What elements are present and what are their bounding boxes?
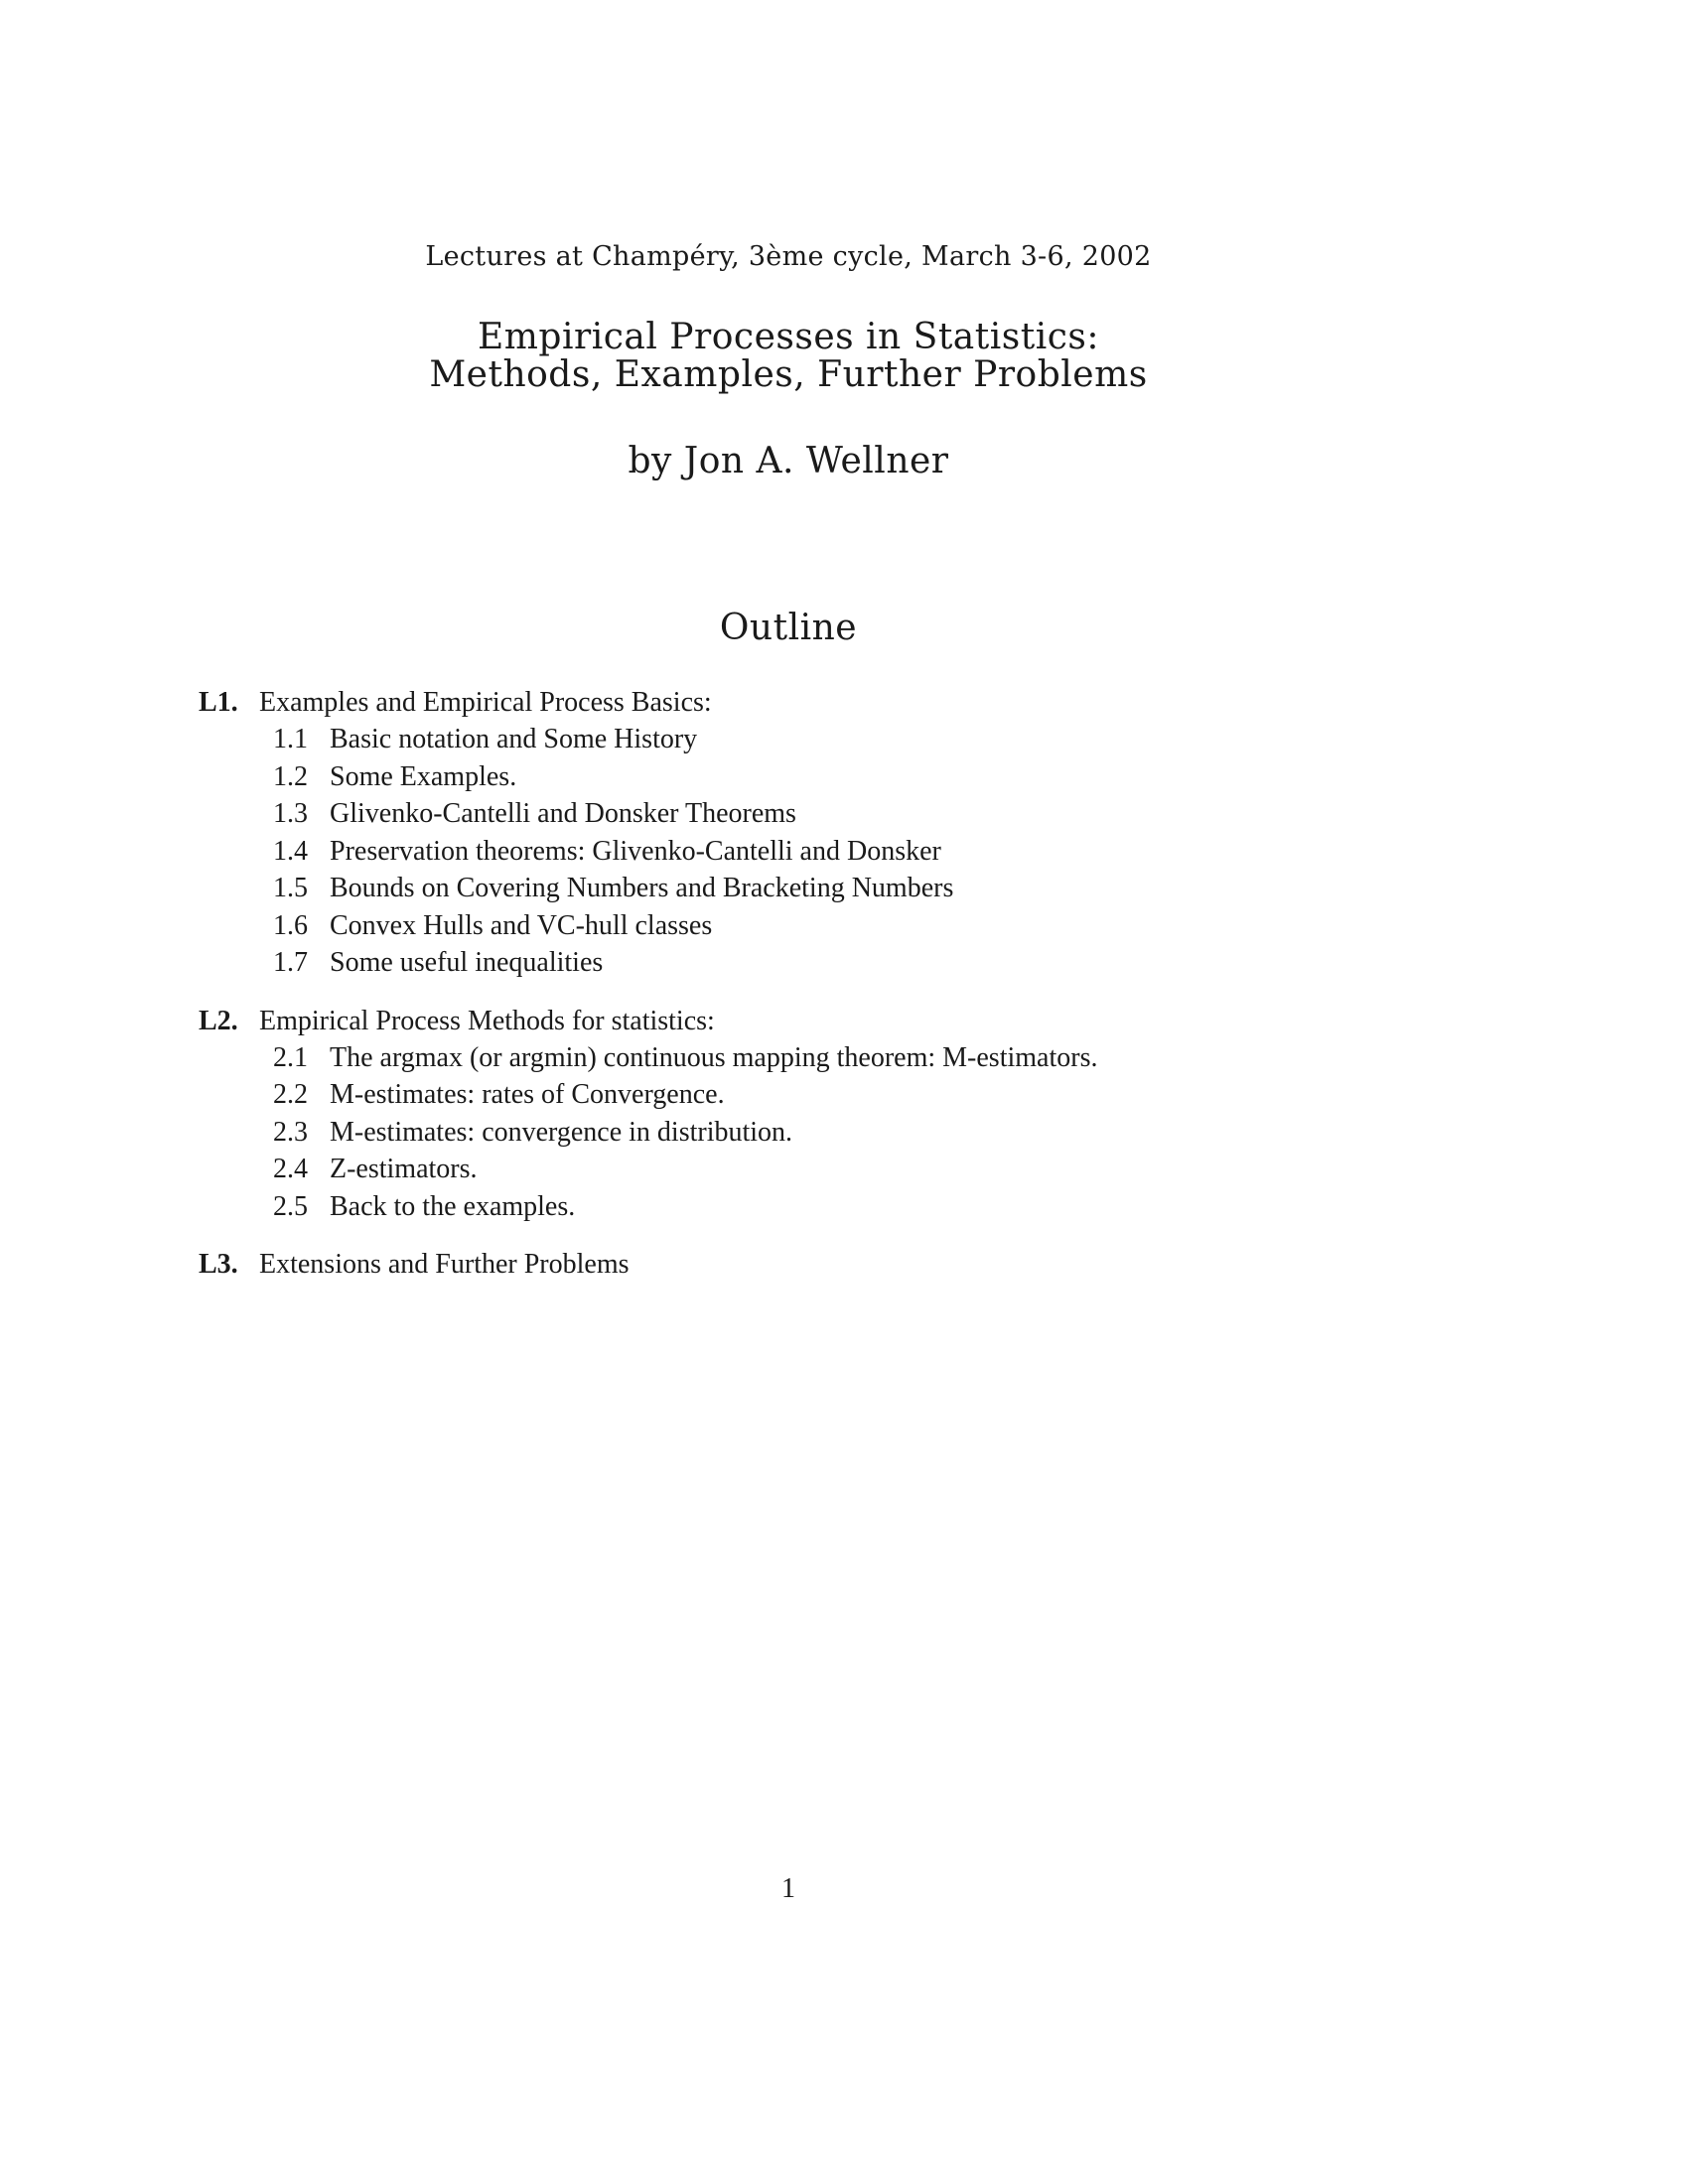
title-line-1: Empirical Processes in Statistics:: [478, 317, 1099, 357]
outline-item: [199, 724, 1489, 761]
author-line: by Jon A. Wellner: [628, 441, 949, 481]
lecture-title: Extensions and Further Problems: [259, 1249, 630, 1280]
lecture-id: L1.: [199, 687, 238, 718]
outline-list: [199, 687, 1489, 1306]
item-text: Basic notation and Some History: [330, 724, 698, 754]
item-number: 1.2: [273, 760, 308, 792]
item-number: 1.1: [273, 724, 308, 754]
lecture-title: Examples and Empirical Process Basics:: [259, 687, 712, 718]
lecture-section-l3: [199, 1249, 1489, 1286]
lecture-heading: [199, 1249, 1489, 1286]
outline-item: [199, 1079, 1489, 1117]
outline-item: [199, 1154, 1489, 1191]
lecture-section-l1: [199, 687, 1489, 985]
item-number: 2.3: [273, 1116, 308, 1148]
item-number: 2.1: [273, 1041, 308, 1073]
outline-item: [199, 836, 1489, 874]
item-number: 1.5: [273, 873, 308, 903]
item-text: Preservation theorems: Glivenko-Cantelli and Donsker: [330, 835, 941, 867]
item-number: 1.3: [273, 798, 308, 829]
lecture-title: Empirical Process Methods for statistics:: [259, 1005, 715, 1036]
outline-item: [199, 1042, 1489, 1080]
item-text: Bounds on Covering Numbers and Bracketing Numbers: [330, 873, 954, 903]
outline-item: [199, 761, 1489, 799]
item-text: Glivenko-Cantelli and Donsker Theorems: [330, 798, 796, 829]
item-number: 1.7: [273, 947, 308, 978]
outline-item: [199, 798, 1489, 836]
item-text: Convex Hulls and VC-hull classes: [330, 909, 713, 941]
item-text: Some useful inequalities: [330, 947, 604, 978]
lecture-heading: [199, 687, 1489, 724]
item-number: 2.2: [273, 1079, 308, 1110]
page-number: 1: [781, 1873, 795, 1904]
item-text: Some Examples.: [330, 760, 517, 792]
outline-item: [199, 947, 1489, 985]
item-number: 1.4: [273, 835, 308, 867]
outline-item: [199, 873, 1489, 910]
item-text: M-estimates: rates of Convergence.: [330, 1079, 725, 1110]
lecture-id: L3.: [199, 1249, 238, 1280]
title-line-2: Methods, Examples, Further Problems: [429, 354, 1148, 395]
item-number: 2.5: [273, 1190, 308, 1222]
item-number: 2.4: [273, 1154, 308, 1184]
event-line: Lectures at Champéry, 3ème cycle, March 3-6, 2002: [425, 241, 1152, 272]
item-text: Z-estimators.: [330, 1154, 478, 1184]
outline-item: [199, 1117, 1489, 1155]
lecture-section-l2: [199, 1006, 1489, 1229]
lecture-id: L2.: [199, 1005, 238, 1036]
lecture-heading: [199, 1006, 1489, 1042]
outline-item: [199, 1191, 1489, 1229]
outline-item: [199, 910, 1489, 948]
item-text: The argmax (or argmin) continuous mapping theorem: M-estimators.: [330, 1041, 1098, 1073]
item-text: M-estimates: convergence in distribution.: [330, 1116, 793, 1148]
outline-heading: Outline: [719, 608, 858, 648]
item-number: 1.6: [273, 909, 308, 941]
item-text: Back to the examples.: [330, 1190, 576, 1222]
